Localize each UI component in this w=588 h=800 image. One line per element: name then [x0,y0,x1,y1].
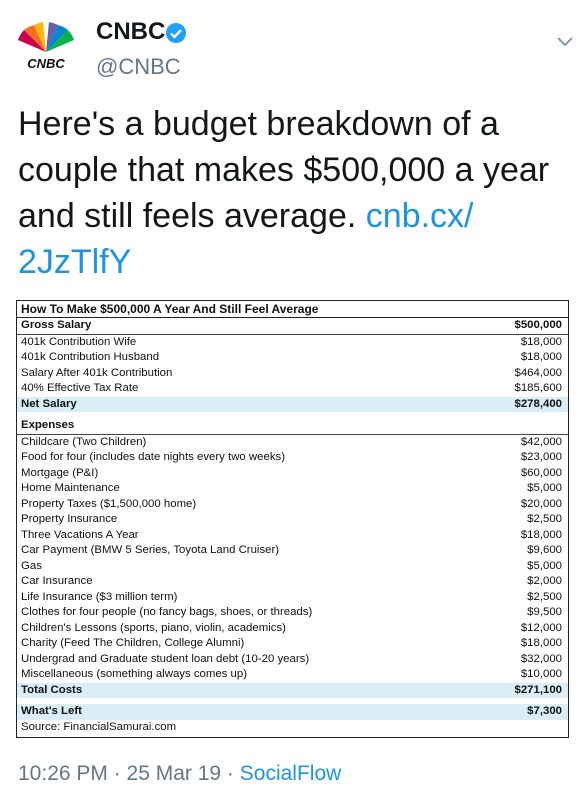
tweet-footer [18,762,341,786]
row-label: Gross Salary [21,319,92,331]
row-amount: $18,000 [520,351,562,363]
table-row [17,621,568,637]
total-costs-row [17,683,568,699]
table-row [17,366,568,382]
row-amount: $278,400 [514,397,562,410]
table-row [17,481,568,497]
tweet-text [18,101,574,285]
account-handle[interactable]: @CNBC [96,54,181,79]
total-costs-amount: $271,100 [514,683,562,696]
tweet-header [0,0,588,100]
row-label: Miscellaneous (something always comes up) [21,668,248,680]
budget-table-image[interactable] [16,300,569,738]
row-amount: $32,000 [520,652,562,665]
row-label: 401k Contribution Husband [21,351,160,363]
row-amount: $5,000 [527,559,562,572]
row-amount: $9,500 [527,606,562,618]
table-row [17,652,568,668]
row-amount: $60,000 [520,466,562,479]
row-label: Home Maintenance [21,482,120,494]
row-amount: $9,600 [527,544,562,556]
row-label: Gas [21,559,42,572]
table-row [17,381,568,397]
row-amount: $185,600 [514,382,562,394]
table-row [17,350,568,366]
row-label: Life Insurance ($3 million term) [21,590,178,603]
row-amount: $2,000 [527,575,562,587]
table-row [17,450,568,466]
whats-left-amount: $7,300 [527,705,562,717]
row-label: Mortgage (P&I) [21,466,99,479]
expenses-header: Expenses [17,418,568,435]
table-row [17,466,568,482]
table-row [17,528,568,544]
table-row [17,435,568,451]
table-title: How To Make $500,000 A Year And Still Feel Average [17,301,568,318]
row-label: Property Insurance [21,513,118,525]
source-row: Source: FinancialSamurai.com [21,720,177,733]
row-label: Clothes for four people (no fancy bags, shoes, or threads) [21,606,313,618]
row-amount: $5,000 [527,482,562,494]
row-amount: $2,500 [527,590,562,603]
row-amount: $42,000 [520,435,562,448]
table-row [17,605,568,621]
row-amount: $20,000 [520,497,562,510]
row-amount: $18,000 [520,528,562,541]
row-amount: $18,000 [520,335,562,348]
row-amount: $18,000 [520,637,562,649]
table-row [17,667,568,683]
tweet-client[interactable]: SocialFlow [239,762,342,785]
total-costs-label: Total Costs [21,683,83,696]
whats-left-row [17,704,568,720]
row-amount: $464,000 [514,366,562,379]
table-row [17,543,568,559]
row-amount: $500,000 [514,319,562,331]
row-amount: $2,500 [527,513,562,525]
table-row [17,559,568,575]
table-row [17,636,568,652]
row-label: Property Taxes ($1,500,000 home) [21,497,197,510]
table-row [17,335,568,351]
verified-badge-icon [165,22,187,44]
whats-left-label: What's Left [21,705,82,717]
row-label: Food for four (includes date nights every two weeks) [21,451,286,463]
table-row [17,497,568,513]
row-label: 40% Effective Tax Rate [21,382,139,394]
table-row [17,512,568,528]
nbc-peacock-logo[interactable] [14,20,78,72]
table-row [17,318,568,335]
tweet-body: Here's a budget breakdown of a couple that makes $500,000 a year and still feels average. [18,105,550,235]
row-label: Undergrad and Graduate student loan debt (10-20 years) [21,652,310,665]
row-label: Car Payment (BMW 5 Series, Toyota Land Cruiser) [21,544,280,556]
row-label: Childcare (Two Children) [21,435,147,448]
tweet-timestamp[interactable]: 10:26 PM · 25 Mar 19 · [18,762,240,785]
account-name[interactable]: CNBC [96,18,166,45]
row-label: Charity (Feed The Children, College Alumni) [21,637,245,649]
svg-text:CNBC: CNBC [27,56,65,71]
row-label: Net Salary [21,397,77,410]
row-label: 401k Contribution Wife [21,335,137,348]
chevron-down-icon[interactable] [554,30,576,52]
tweet-link[interactable]: cnb.cx/ 2JzTlfY [18,197,474,281]
table-row [17,397,568,413]
row-amount: $12,000 [520,621,562,634]
row-label: Salary After 401k Contribution [21,366,173,379]
row-amount: $23,000 [520,451,562,463]
table-row [17,590,568,606]
row-label: Car Insurance [21,575,93,587]
row-label: Children's Lessons (sports, piano, violin, academics) [21,621,286,634]
row-amount: $10,000 [520,668,562,680]
table-row [17,574,568,590]
row-label: Three Vacations A Year [21,528,139,541]
